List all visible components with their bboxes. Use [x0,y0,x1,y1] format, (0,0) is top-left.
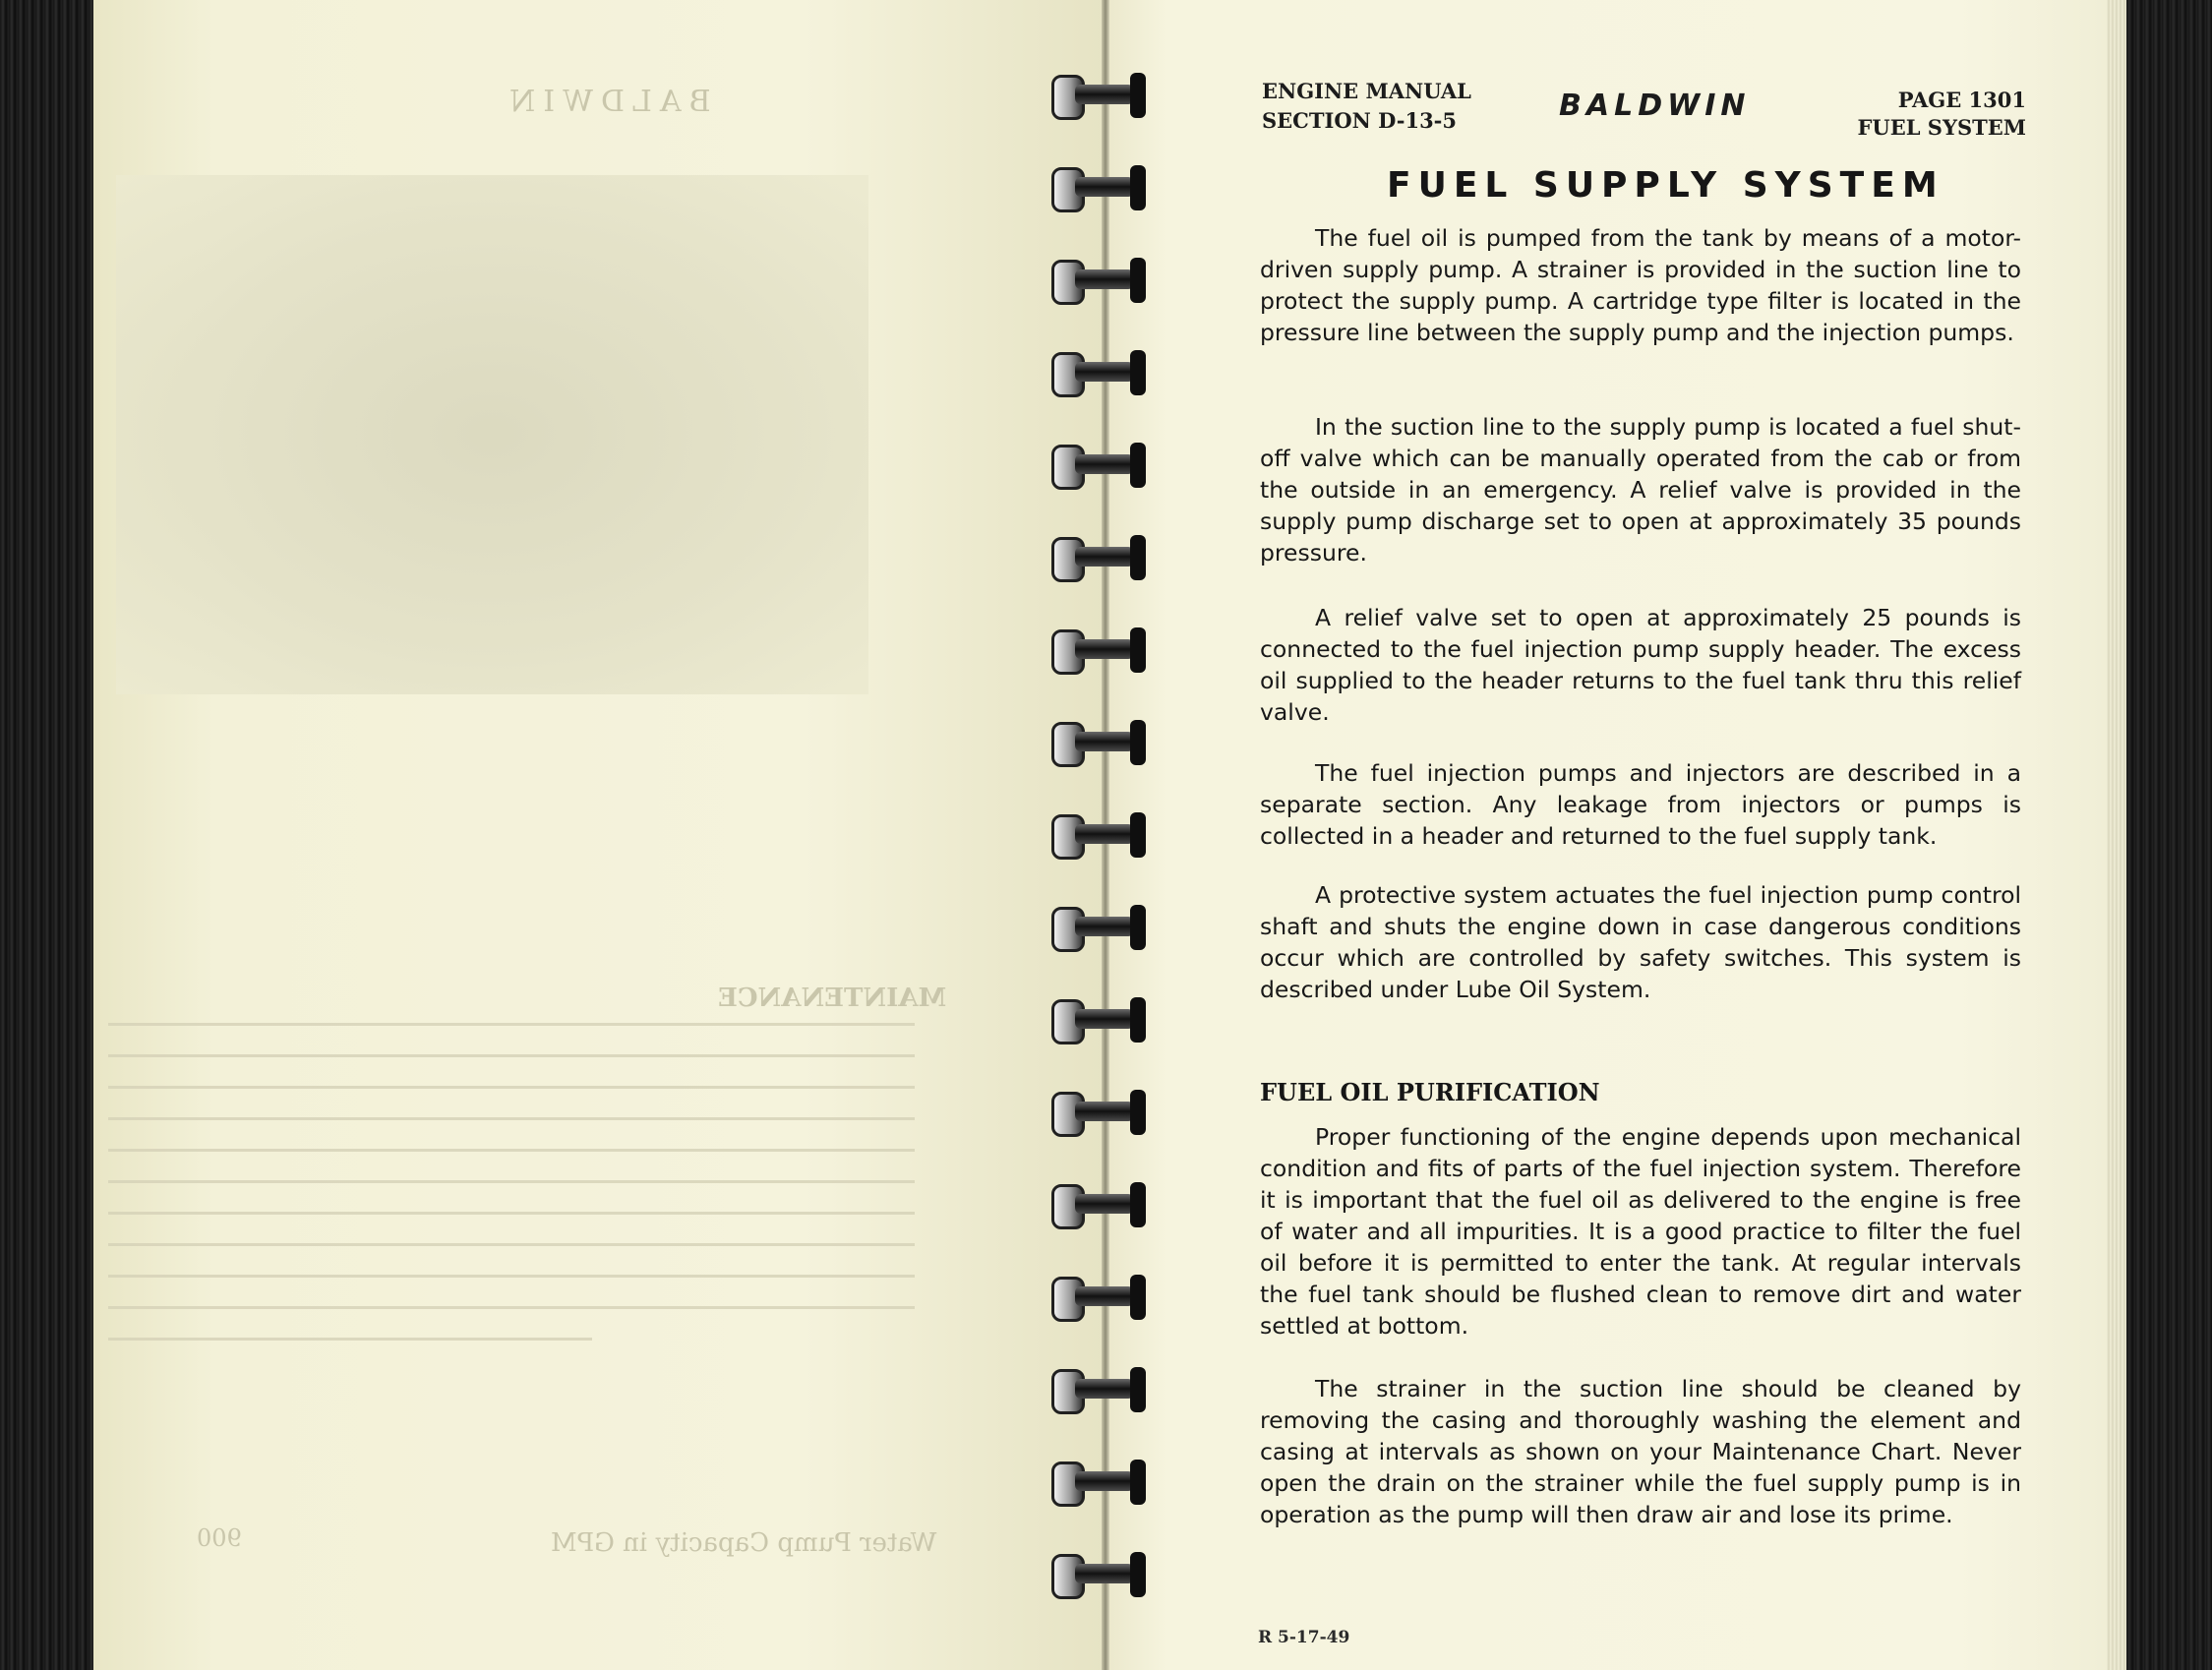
header-chapter: FUEL SYSTEM [1857,115,2026,140]
bleed-through-photo [116,175,868,694]
bleed-through-text [108,1023,915,1369]
binding-coil [1028,533,1175,582]
page-stack-edge [2107,0,2126,1670]
binding-coil [1028,163,1175,212]
binding-coil [1028,718,1175,767]
header-manual-section [1262,77,1471,136]
paragraph-6: Proper functioning of the engine depends upon mechanical condition and fits of parts of the fuel injection system. Therefore it is important that the fuel oil as delivered to the engine is free of water and all impurities. It is a good practice to filter the fuel oil before it is permitted to enter the tank. At regular intervals the fuel tank should be flushed clean to remove dirt and water settled at bottom. [1260,1123,2021,1340]
background-right [2126,0,2212,1670]
binding-coil [1028,1550,1175,1599]
binding-coil [1028,903,1175,952]
binding-coil [1028,1273,1175,1322]
binding-coil [1028,1180,1175,1229]
bleed-through-page-number: 900 [197,1524,242,1552]
binding-coil [1028,995,1175,1044]
binding-coil [1028,810,1175,860]
header-manual: ENGINE MANUAL [1262,79,1471,103]
header-page-info [1839,87,2026,142]
binding-coil [1028,1088,1175,1137]
background-left [0,0,93,1670]
bleed-through-footer-text: Water Pump Capacity in GPM [551,1528,937,1558]
section-heading: FUEL OIL PURIFICATION [1260,1078,1600,1106]
paragraph-2: In the suction line to the supply pump is located a fuel shut-off valve which can be manually operated from the cab or from the outside in an emergency. A relief valve is provided in the supply pump discharge set to open at approximately 35 pounds pressure. [1260,413,2021,567]
binding-coil [1028,256,1175,305]
header-section: SECTION D-13-5 [1262,108,1458,133]
page-title: FUEL SUPPLY SYSTEM [1387,165,1944,206]
paragraph-7: The strainer in the suction line should be cleaned by removing the casing and thoroughly washing the element and casing at intervals as shown on your Maintenance Chart. Never open the drain on the strainer while the fuel supply pump is in operation as the pump will then draw air and lose its prime. [1260,1375,2021,1528]
header-page-number: PAGE 1301 [1897,88,2026,112]
bleed-through-header: BALDWIN [502,85,711,119]
paragraph-3: A relief valve set to open at approximately 25 pounds is connected to the fuel injection pump supply header. The excess oil supplied to the header returns to the fuel tank thru this relief valve. [1260,604,2021,726]
binding-coil [1028,626,1175,675]
spiral-binding [1028,59,1185,1633]
paragraph-4: The fuel injection pumps and injectors are described in a separate section. Any leakage from injectors or pumps is collected in a header and returned to the fuel supply tank. [1260,759,2021,850]
bleed-through-heading: MAINTENANCE [718,984,947,1013]
header-brand: BALDWIN [1559,89,1751,123]
binding-coil [1028,71,1175,120]
binding-coil [1028,1458,1175,1507]
binding-coil [1028,441,1175,490]
revision-date: R 5-17-49 [1258,1628,1350,1647]
binding-coil [1028,348,1175,397]
paragraph-1: The fuel oil is pumped from the tank by means of a motor-driven supply pump. A strainer is provided in the suction line to protect the supply pump. A cartridge type filter is located in the pressure line between the supply pump and the injection pumps. [1260,224,2021,346]
paragraph-5: A protective system actuates the fuel injection pump control shaft and shuts the engine down in case dangerous conditions occur which are controlled by safety switches. This system is described under Lube Oil System. [1260,881,2021,1003]
binding-coil [1028,1365,1175,1414]
